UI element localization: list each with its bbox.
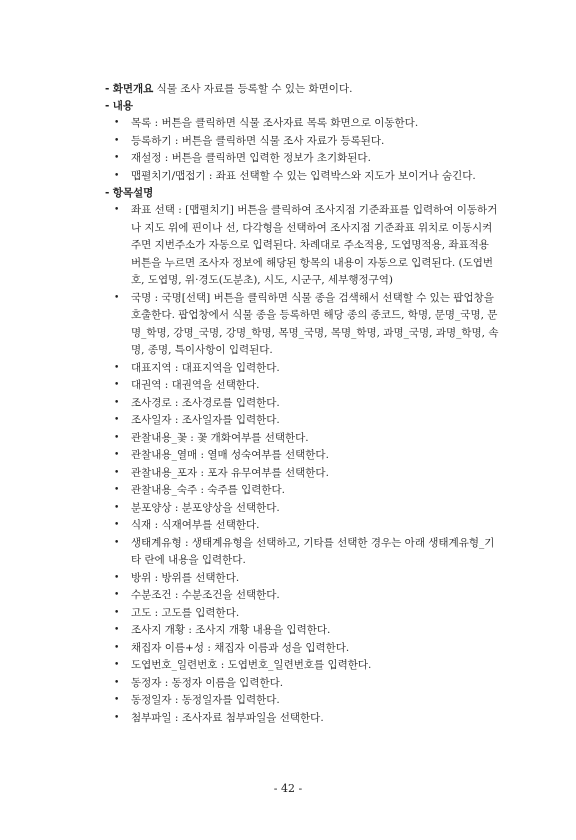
bullet-icon: • [114, 625, 120, 635]
bullet-icon: • [114, 450, 120, 460]
field-item-text: 좌표 선택 : [맵펼치기] 버튼을 클릭하여 조사지점 기준좌표를 입력하여 이동하거나 지도 위에 핀이나 선, 다각형을 선택하여 조사지점 기준좌표 위치로 이동시켜 주면 지번주소가 자동으로 입력된다. 차례대로 주소적용, 도엽명적용, 좌표적용 버튼을 누르면 조사자 정보에 해당된 항목의 내용이 자동으로 입력된다. (도엽번호, 도엽명, 위·경도(도분초), 시도, 시군구, 세부행정구역) [131, 204, 498, 286]
field-item-text: 방위 : 방위를 선택한다. [131, 571, 240, 584]
field-item [0, 482, 576, 500]
content-item [0, 168, 576, 186]
field-item-text: 대표지역 : 대표지역을 입력한다. [131, 361, 280, 374]
field-item [0, 605, 576, 623]
content-item [0, 115, 576, 133]
field-item [0, 430, 576, 448]
bullet-icon: • [114, 590, 120, 600]
field-item [0, 710, 576, 728]
bullet-icon: • [114, 380, 120, 390]
fields-heading [0, 185, 576, 202]
field-item [0, 517, 576, 535]
bullet-icon: • [114, 135, 120, 146]
field-item-text: 관찰내용_열매 : 열매 성숙여부를 선택한다. [131, 449, 329, 461]
field-item-text: 국명 : 국명[선택] 버튼을 클릭하면 식물 종을 검색해서 선택할 수 있는 팝업창을 호출한다. 팝업창에서 식물 종을 등록하면 해당 종의 종코드, 학명, 문명_국명, 문명_학명, 강명_국명, 강명_학명, 목명_국명, 목명_학명, 과명_국명, 과명_학명, 속명, 종명, 특이사항이 입력된다. [131, 291, 499, 356]
content-item [0, 133, 576, 151]
content-list [0, 115, 576, 185]
bullet-icon: • [114, 677, 120, 688]
content-item-text: 목록 : 버튼을 클릭하면 식물 조사자료 목록 화면으로 이동한다. [131, 117, 419, 129]
bullet-icon: • [114, 432, 120, 443]
field-item-text: 고도 : 고도를 입력한다. [131, 606, 240, 619]
field-item [0, 290, 576, 360]
bullet-icon: • [114, 572, 120, 583]
fields-dash: - [105, 187, 110, 199]
field-item-text: 관찰내용_숙주 : 숙주를 입력한다. [131, 484, 285, 496]
bullet-icon: • [114, 485, 120, 495]
content-heading [0, 98, 576, 115]
overview-title: 화면개요 [112, 83, 154, 95]
field-item [0, 570, 576, 588]
field-item-text: 수분조건 : 수분조건을 선택한다. [131, 589, 280, 601]
document-body [0, 81, 576, 727]
field-item [0, 377, 576, 395]
fields-list [0, 202, 576, 727]
fields-title: 항목설명 [112, 187, 154, 199]
field-item [0, 640, 576, 658]
field-item-text: 관찰내용_꽃 : 꽃 개화여부를 선택한다. [131, 431, 309, 444]
field-item-text: 관찰내용_포자 : 포자 유무여부를 선택한다. [131, 466, 329, 479]
field-item-text: 도엽번호_일련번호 : 도엽번호_일련번호를 입력한다. [131, 659, 372, 671]
field-item-text: 동정일자 : 동정일자를 입력한다. [131, 694, 280, 706]
field-item-text: 조사경로 : 조사경로를 입력한다. [131, 396, 280, 409]
field-item [0, 692, 576, 710]
bullet-icon: • [114, 292, 120, 303]
bullet-icon: • [114, 397, 120, 408]
field-item [0, 447, 576, 465]
bullet-icon: • [114, 205, 120, 215]
bullet-icon: • [114, 712, 120, 723]
field-item [0, 465, 576, 483]
content-title: 내용 [112, 100, 133, 112]
field-item [0, 412, 576, 430]
field-item [0, 395, 576, 413]
field-item-text: 생태계유형 : 생태계유형을 선택하고, 기타를 선택한 경우는 아래 생태계유형_기타 란에 내용을 입력한다. [131, 536, 495, 566]
field-item-text: 조사일자 : 조사일자를 입력한다. [131, 414, 280, 426]
bullet-icon: • [114, 118, 120, 128]
field-item-text: 첨부파일 : 조사자료 첨부파일을 선택한다. [131, 711, 324, 724]
field-item [0, 535, 576, 570]
bullet-icon: • [114, 642, 120, 653]
field-item-text: 채집자 이름+성 : 채집자 이름과 성을 입력한다. [131, 641, 350, 654]
field-item [0, 657, 576, 675]
field-item-text: 동정자 : 동정자 이름을 입력한다. [131, 676, 284, 689]
field-item [0, 202, 576, 290]
field-item-text: 대권역 : 대권역을 선택한다. [131, 379, 260, 391]
field-item [0, 675, 576, 693]
bullet-icon: • [114, 520, 120, 530]
field-item [0, 622, 576, 640]
overview-heading [0, 81, 576, 98]
field-item-text: 분포양상 : 분포양상을 선택한다. [131, 501, 280, 514]
overview-text: 식물 조사 자료를 등록할 수 있는 화면이다. [156, 83, 353, 95]
content-item-text: 등록하기 : 버튼을 클릭하면 식물 조사 자료가 등록된다. [131, 134, 385, 147]
bullet-icon: • [114, 695, 120, 705]
bullet-icon: • [114, 153, 120, 163]
page-number: - 42 - [273, 782, 303, 795]
overview-dash: - [105, 83, 110, 95]
field-item-text: 조사지 개황 : 조사지 개황 내용을 입력한다. [131, 624, 331, 636]
bullet-icon: • [114, 502, 120, 513]
bullet-icon: • [114, 362, 120, 373]
bullet-icon: • [114, 467, 120, 478]
bullet-icon: • [114, 170, 120, 181]
field-item [0, 587, 576, 605]
field-item-text: 식재 : 식재여부를 선택한다. [131, 519, 260, 531]
bullet-icon: • [114, 607, 120, 618]
bullet-icon: • [114, 537, 120, 548]
field-item [0, 500, 576, 518]
content-item-text: 재설정 : 버튼을 클릭하면 입력한 정보가 초기화된다. [131, 152, 371, 164]
bullet-icon: • [114, 415, 120, 425]
content-item-text: 맵펼치기/맵접기 : 좌표 선택할 수 있는 입력박스와 지도가 보이거나 숨긴다. [131, 169, 476, 182]
field-item [0, 360, 576, 378]
content-item [0, 150, 576, 168]
content-dash: - [105, 100, 110, 112]
bullet-icon: • [114, 660, 120, 670]
